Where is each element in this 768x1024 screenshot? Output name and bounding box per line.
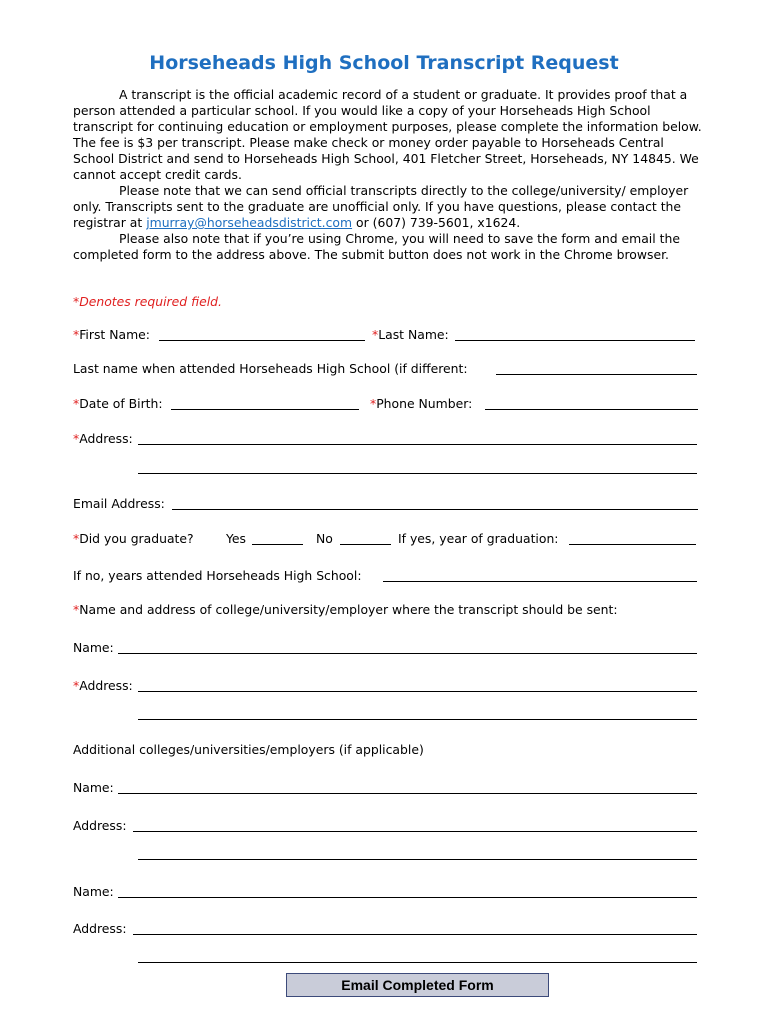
address-field-line-1[interactable] <box>138 444 697 445</box>
additional-2-name-label: Name: <box>73 884 114 899</box>
maiden-name-label: Last name when attended Horseheads High School (if different: <box>73 361 468 376</box>
years-attended-label: If no, years attended Horseheads High School: <box>73 568 362 583</box>
last-name-label <box>372 327 449 342</box>
dob-label <box>73 396 163 411</box>
recipient-address-line-2[interactable] <box>138 719 697 720</box>
required-star: * <box>73 431 80 446</box>
additional-1-address-label: Address: <box>73 818 127 833</box>
graduate-yes-label: Yes <box>226 531 247 546</box>
last-name-text: Last Name: <box>378 327 449 342</box>
additional-2-name-field[interactable] <box>118 897 697 898</box>
address-label <box>73 431 133 446</box>
maiden-name-field[interactable] <box>496 374 697 375</box>
required-star: * <box>73 396 80 411</box>
registrar-email-link[interactable]: jmurray@horseheadsdistrict.com <box>146 215 353 230</box>
graduate-label <box>73 531 194 546</box>
address-field-line-2[interactable] <box>138 473 697 474</box>
dob-field[interactable] <box>171 409 359 410</box>
grad-year-field[interactable] <box>569 544 696 545</box>
grad-year-label: If yes, year of graduation: <box>398 531 559 546</box>
address-text: Address: <box>79 431 133 446</box>
required-star: * <box>370 396 377 411</box>
required-star: * <box>73 678 80 693</box>
graduate-no-field[interactable] <box>340 544 391 545</box>
required-note: *Denotes required field. <box>73 294 222 309</box>
intro-paragraph-2-contact: or (607) 739-5601, x1624. <box>352 215 521 230</box>
additional-heading: Additional colleges/universities/employers (if applicable) <box>73 742 424 757</box>
graduate-text: Did you graduate? <box>79 531 194 546</box>
required-star: * <box>73 327 80 342</box>
recipient-address-line-1[interactable] <box>138 691 697 692</box>
recipient-name-label: Name: <box>73 640 114 655</box>
additional-1-name-field[interactable] <box>118 793 697 794</box>
recipient-heading-text: Name and address of college/university/employer where the transcript should be sent: <box>79 602 618 617</box>
email-field[interactable] <box>172 509 698 510</box>
recipient-heading <box>73 602 618 617</box>
phone-field[interactable] <box>485 409 698 410</box>
first-name-label <box>73 327 150 342</box>
additional-2-address-label: Address: <box>73 921 127 936</box>
recipient-address-text: Address: <box>79 678 133 693</box>
page-title: Horseheads High School Transcript Request <box>149 52 619 74</box>
dob-text: Date of Birth: <box>79 396 163 411</box>
required-star: * <box>372 327 379 342</box>
recipient-address-label <box>73 678 133 693</box>
first-name-text: First Name: <box>79 327 150 342</box>
years-attended-field[interactable] <box>383 581 697 582</box>
graduate-no-label: No <box>316 531 333 546</box>
phone-text: Phone Number: <box>376 396 473 411</box>
required-star: * <box>73 602 80 617</box>
intro-text <box>73 87 703 263</box>
intro-paragraph-2 <box>73 183 703 231</box>
first-name-field[interactable] <box>159 340 365 341</box>
intro-paragraph-2-text: Please note that we can send official transcripts directly to the college/university/ employer only. Transcripts sent to the graduate are unofficial only. If you have questions, please contact the registrar at <box>73 183 689 230</box>
phone-label <box>370 396 472 411</box>
intro-paragraph-1: A transcript is the official academic record of a student or graduate. It provides proof that a person attended a particular school. If you would like a copy of your Horseheads High School transcript for continuing education or employment purposes, please complete the information below. The fee is $3 per transcript. Please make check or money order payable to Horseheads Central School District and send to Horseheads High School, 401 Fletcher Street, Horseheads, NY 14845. We cannot accept credit cards. <box>73 87 702 182</box>
additional-2-address-line-2[interactable] <box>138 962 697 963</box>
additional-1-name-label: Name: <box>73 780 114 795</box>
last-name-field[interactable] <box>455 340 695 341</box>
email-label: Email Address: <box>73 496 165 511</box>
additional-1-address-line-2[interactable] <box>138 859 697 860</box>
additional-2-address-line-1[interactable] <box>133 934 697 935</box>
intro-paragraph-3: Please also note that if you’re using Chrome, you will need to save the form and email the completed form to the address above. The submit button does not work in the Chrome browser. <box>73 231 680 262</box>
graduate-yes-field[interactable] <box>252 544 303 545</box>
email-completed-form-button[interactable]: Email Completed Form <box>286 973 549 997</box>
required-star: * <box>73 531 80 546</box>
additional-1-address-line-1[interactable] <box>133 831 697 832</box>
recipient-name-field[interactable] <box>118 653 697 654</box>
